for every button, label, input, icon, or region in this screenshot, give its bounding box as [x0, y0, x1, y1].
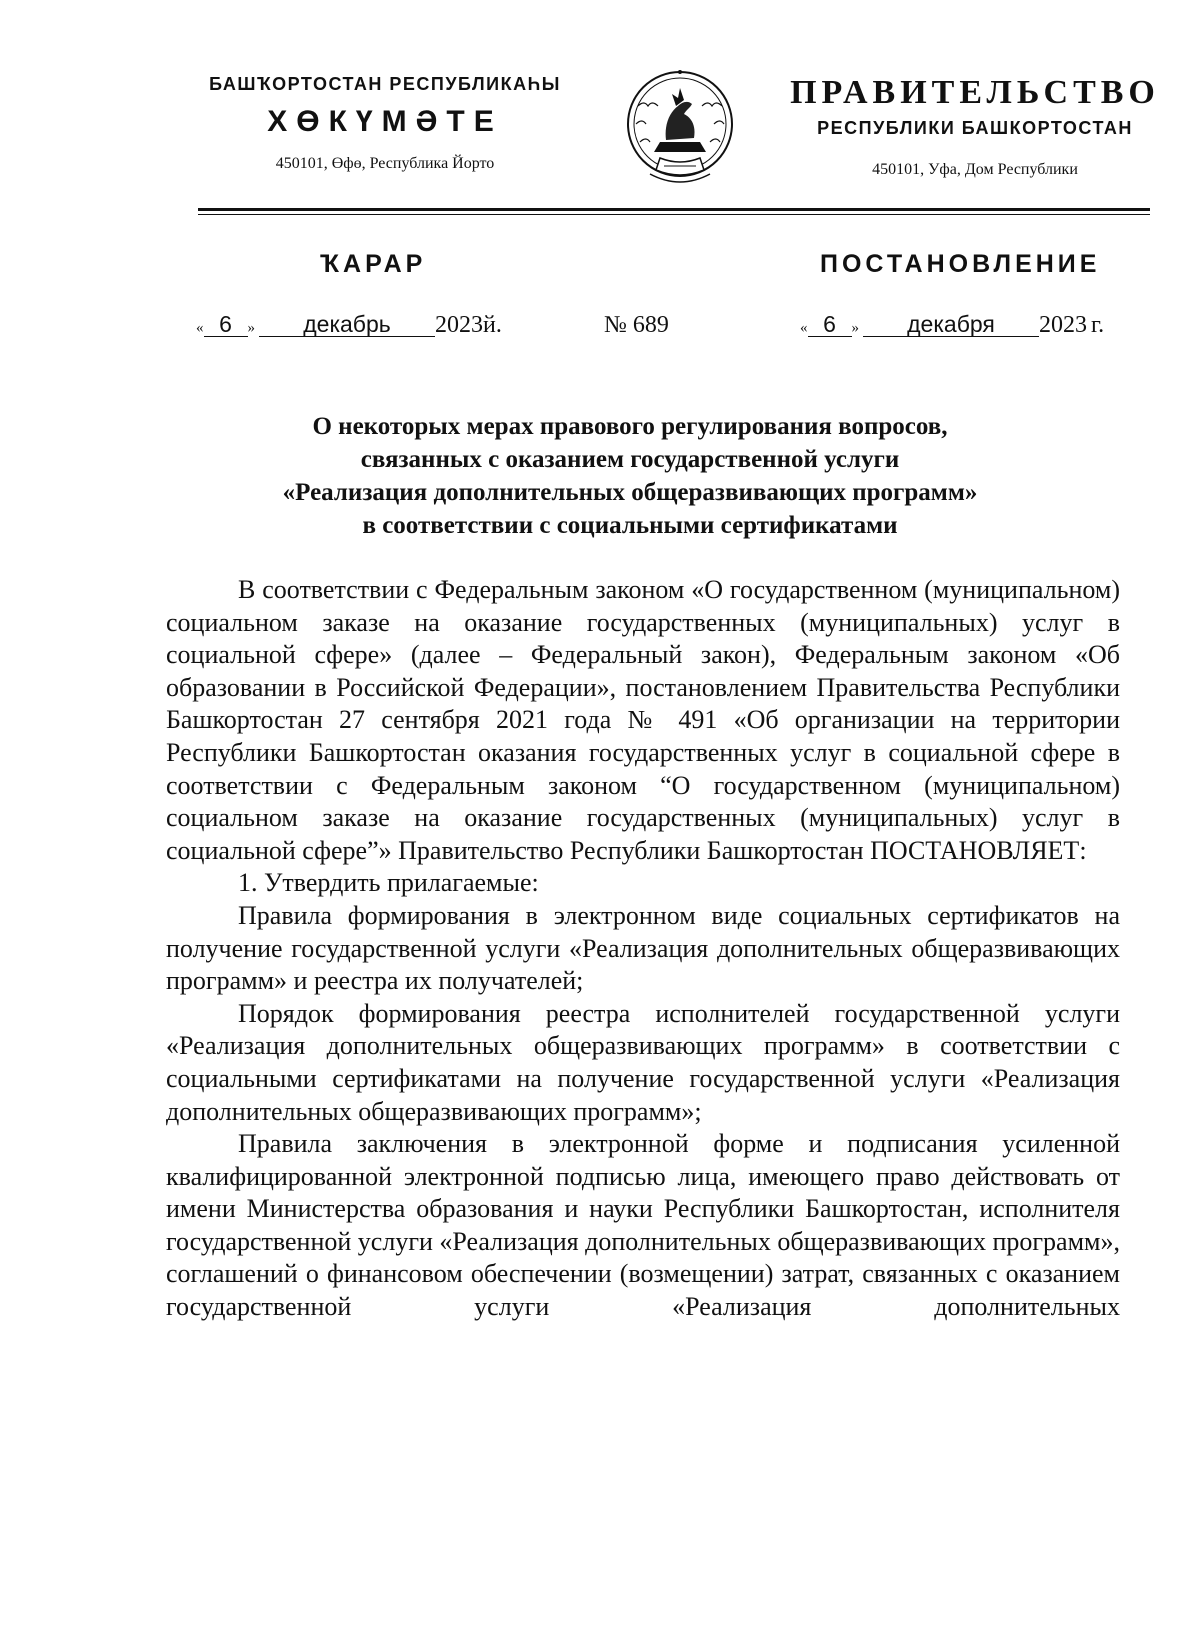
header-left-republic: БАШҠОРТОСТАН РЕСПУБЛИКАҺЫ [209, 74, 561, 94]
document-body [166, 574, 1120, 1324]
body-paragraph: Правила заключения в электронной форме и подписания усиленной квалифицированной электронной подписью лица, имеющего право действовать от имени Министерства образования и науки Республики Башкортостан, исполнителя государственной услуги «Реализация дополнительных общеразвивающих программ», соглашений о финансовом обеспечении (возмещении) затрат, связанных с оказанием государственной услуги «Реализация дополнительных [166, 1129, 1120, 1322]
header-divider-thick [198, 208, 1150, 211]
title-line: «Реализация дополнительных общеразвивающих программ» [282, 479, 978, 506]
date-bashkir-close-quote: » [247, 320, 255, 336]
header-right-government: ПРАВИТЕЛЬСТВО [790, 74, 1160, 111]
date-bashkir [196, 312, 502, 339]
title-line: связанных с оказанием государственной услуги [360, 446, 900, 473]
bashkortostan-coat-of-arms-icon [620, 66, 740, 192]
header-left-address: 450101, Өфө, Республика Йорто [275, 155, 495, 172]
date-russian-day: 6 [808, 312, 852, 337]
date-bashkir-year: 2023 [435, 312, 483, 338]
body-paragraph: В соответствии с Федеральным законом «О государственном (муниципальном) социальном заказе на оказание государственных (муниципальных) услуг в социальной сфере» (далее – Федеральный закон), Федеральным законом «Об образовании в Российской Федерации», постановлением Правительства Республики Башкортостан 27 сентября 2021 года № 491 «Об организации на территории Республики Башкортостан оказания государственных услуг в социальной сфере в соответствии с Федеральным законом “О государственном (муниципальном) социальном заказе на оказание государственных (муниципальных) услуг в социальной сфере”» Правительство Республики Башкортостан ПОСТАНОВЛЯЕТ: [166, 575, 1120, 865]
date-russian-close-quote: » [851, 320, 859, 336]
date-bashkir-month: декабрь [259, 312, 435, 337]
date-russian-month: декабря [863, 312, 1039, 337]
date-bashkir-day: 6 [204, 312, 248, 337]
date-russian-open-quote: « [800, 320, 808, 336]
header-right-republic: РЕСПУБЛИКИ БАШКОРТОСТАН [817, 118, 1133, 138]
document-number: № 689 [604, 312, 669, 338]
document-title [160, 410, 1100, 542]
title-line: в соответствии с социальными сертификатами [362, 512, 898, 539]
date-russian-suffix: г. [1091, 312, 1105, 338]
header-right [790, 74, 1160, 179]
date-bashkir-suffix: й. [483, 312, 502, 338]
doc-type-russian: ПОСТАНОВЛЕНИЕ [820, 250, 1101, 278]
header-left-government: ХӨКҮМӘТЕ [267, 105, 503, 138]
doc-type-bashkir: ҠАРАР [320, 250, 427, 278]
date-russian-year: 2023 [1039, 312, 1087, 338]
header-right-address: 450101, Уфа, Дом Республики [872, 161, 1078, 178]
body-paragraph: Правила формирования в электронном виде социальных сертификатов на получение государственной услуги «Реализация дополнительных общеразвивающих программ» и реестра их получателей; [166, 900, 1120, 996]
title-line: О некоторых мерах правового регулирования вопросов, [312, 413, 948, 440]
date-russian [800, 312, 1104, 339]
body-paragraph: Порядок формирования реестра исполнителей государственной услуги «Реализация дополнительных общеразвивающих программ» в соответствии с социальными сертификатами на получение государственной услуги «Реализация дополнительных общеразвивающих программ»; [166, 998, 1120, 1126]
header-divider-thin [198, 214, 1150, 215]
header-left [190, 74, 580, 173]
date-bashkir-open-quote: « [196, 320, 204, 336]
body-paragraph: 1. Утвердить прилагаемые: [238, 868, 539, 898]
